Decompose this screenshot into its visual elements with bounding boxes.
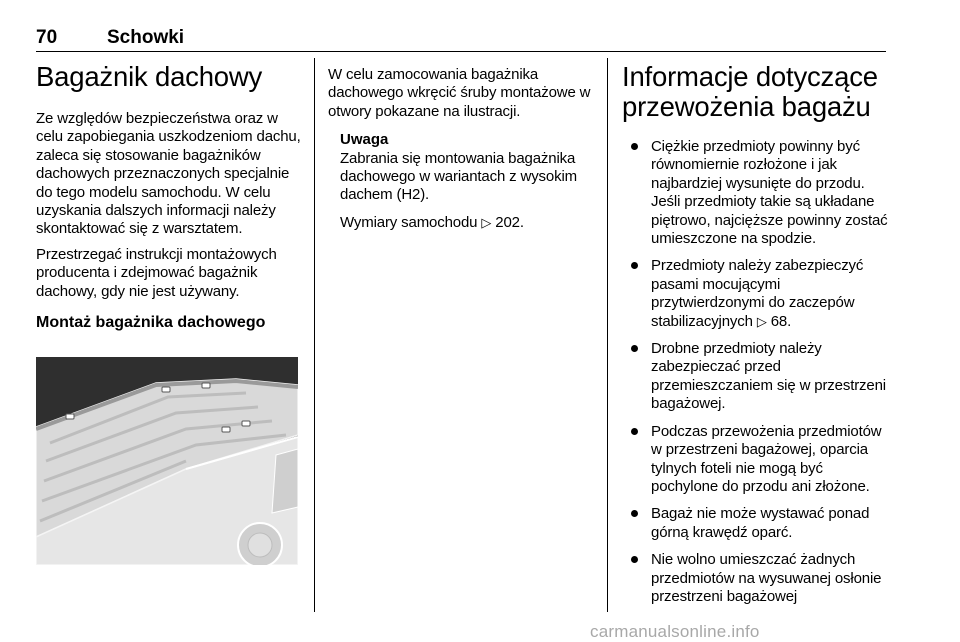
bullet-icon (631, 556, 638, 563)
bullet-icon (631, 345, 638, 352)
list-item-text: Bagaż nie może wystawać ponad górną krawędź oparć. (651, 505, 870, 541)
list-item-text: Podczas przewożenia przedmiotów w przestrzeni bagażowej, oparcia tylnych foteli nie mogą być pochylone do przodu ani złożone. (651, 422, 882, 495)
list-item (622, 138, 890, 248)
list-item-ref: 68. (770, 312, 792, 330)
roof-rack-heading: Bagażnik dachowy (36, 61, 263, 92)
arrow-ref-icon: ▷ (756, 313, 767, 329)
list-item-text: Ciężkie przedmioty powinny być równomiernie rozłożone i jak najbardziej wysunięte do przodu. Jeśli przedmioty takie są układane piętrowo, najcięższe powinny zostać umieszczone na spodzie. (651, 138, 888, 248)
list-item-text: Nie wolno umieszczać żadnych przedmiotów na wysuwanej osłonie przestrzeni bagażowej (651, 551, 882, 605)
mounting-instruction: W celu zamocowania bagażnika dachowego wkręcić śruby montażowe w otwory pokazane na ilustracji. (328, 66, 591, 120)
watermark: carmanualsonline.info (590, 622, 760, 641)
list-item (622, 340, 890, 414)
bullet-icon (631, 262, 638, 269)
dimensions-reference (340, 214, 594, 232)
bullet-icon (631, 510, 638, 517)
page-number: 70 (36, 27, 58, 48)
reference-text: Wymiary samochodu (340, 213, 478, 231)
mounting-subheading: Montaż bagażnika dachowego (36, 314, 266, 332)
van-roof-drawing (36, 357, 298, 565)
list-item-text: Drobne przedmioty należy zabezpieczać przed przemieszczaniem się w przestrzeni bagażowej. (651, 340, 886, 413)
bullet-icon (631, 143, 638, 150)
list-item (622, 551, 890, 606)
note-text: Zabrania się montowania bagażnika dachowego w wariantach z wysokim dachem (H2). (340, 149, 577, 204)
list-item (622, 257, 890, 331)
list-item (622, 505, 890, 542)
header-rule (36, 51, 886, 52)
luggage-tips-list (622, 138, 890, 606)
roof-rack-paragraph-1: Ze względów bezpieczeństwa oraz w celu zapobiegania uszkodzeniom dachu, zaleca się stosowanie bagażników dachowych przeznaczonych specjalnie do tego modelu samochodu. W celu uzyskania dalszych informacji należy skontaktować się z warsztatem. (36, 110, 301, 238)
reference-page: 202. (495, 213, 524, 231)
roof-rack-paragraph-2: Przestrzegać instrukcji montażowych producenta i zdejmować bagażnik dachowy, gdy nie jest używany. (36, 245, 277, 300)
list-item (622, 423, 890, 497)
list-item-text: Przedmioty należy zabezpieczyć pasami mocującymi przytwierdzonymi do zaczepów stabilizacyjnych (651, 257, 864, 330)
section-title: Schowki (107, 27, 185, 48)
note-title: Uwaga (340, 131, 389, 149)
arrow-ref-icon: ▷ (481, 214, 492, 230)
luggage-info-heading: Informacje dotyczące przewożenia bagażu (622, 61, 878, 122)
note-box (328, 131, 594, 232)
roof-rack-illustration (36, 357, 298, 565)
bullet-icon (631, 428, 638, 435)
left-column (36, 62, 302, 332)
column-divider-left (314, 58, 315, 612)
right-column (622, 62, 890, 615)
middle-column (328, 66, 594, 232)
column-divider-right (607, 58, 608, 612)
